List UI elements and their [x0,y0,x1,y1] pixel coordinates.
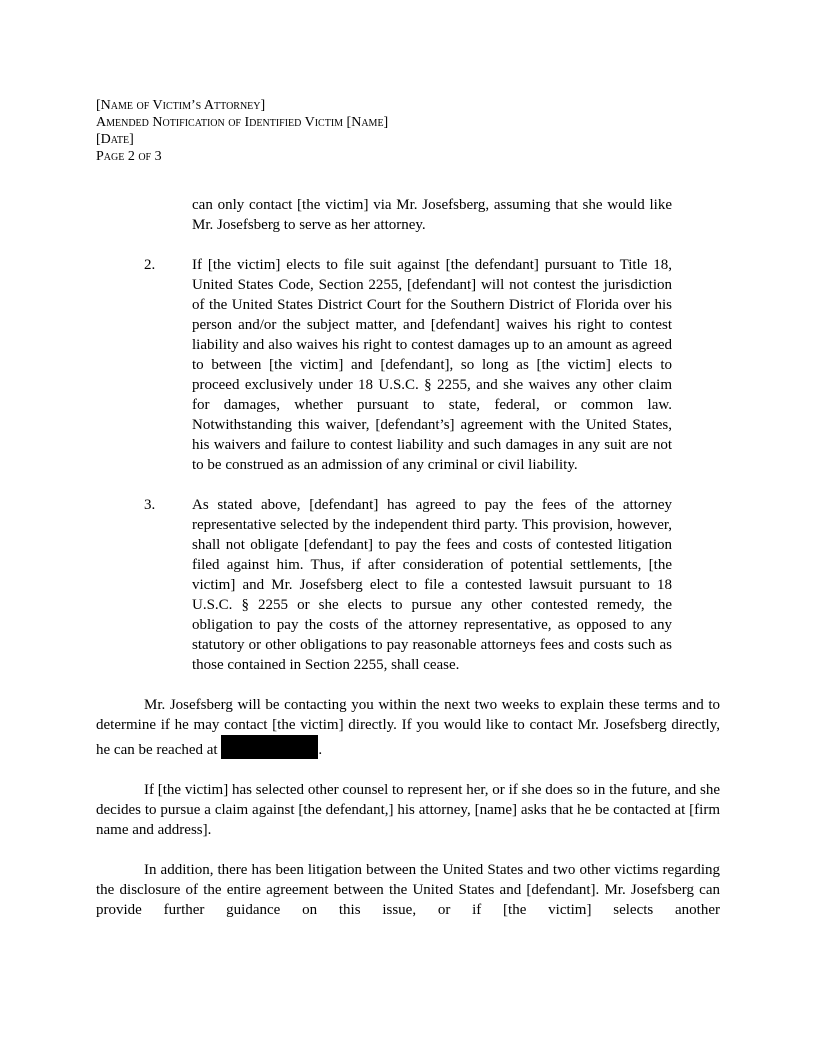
paragraph-3-number: 3. [144,497,156,513]
paragraph-continuation: can only contact [the victim] via Mr. Josefsberg, assuming that she would like Mr. Josefsberg to serve as her attorney. [192,197,672,233]
paragraph-contact [96,695,720,760]
paragraph-contact-text-before: Mr. Josefsberg will be contacting you within the next two weeks to explain these terms and to determine if he may contact [the victim] directly. If you would like to contact Mr. Josefsberg directly, he can be reached at [96,697,720,758]
paragraph-other-counsel: If [the victim] has selected other counsel to represent her, or if she does so in the future, and she decides to pursue a claim against [the defendant,] his attorney, [name] asks that he be contacted at [firm name and address]. [96,782,720,838]
paragraph-2-text: If [the victim] elects to file suit against [the defendant] pursuant to Title 18, United States Code, Section 2255, [defendant] will not contest the jurisdiction of the United States District Court for the Southern District of Florida over his person and/or the subject matter, and [defendant] waives his right to contest liability and also waives his right to contest damages up to an amount as agreed to between [the victim] and [defendant], so long as [the victim] elects to proceed exclusively under 18 U.S.C. § 2255, and she waives any other claim for damages, whether pursuant to state, federal, or common law. Notwithstanding this waiver, [defendant’s] agreement with the United States, his waivers and failure to contest liability and such damages in any suit are not to be construed as an admission of any criminal or civil liability. [192,257,672,473]
header-title-line: Amended Notification of Identified Victim [Name] [96,115,389,130]
document-header [96,97,720,165]
header-attorney-line: [Name of Victim’s Attorney] [96,98,266,113]
document-body [96,195,720,920]
header-page-number-line: Page 2 of 3 [96,149,162,164]
header-date-line: [Date] [96,132,134,147]
redaction-box [221,735,318,759]
paragraph-litigation: In addition, there has been litigation between the United States and two other victims regarding the disclosure of the entire agreement between the United States and [defendant]. Mr. Josefsberg can provide further guidance on this issue, or if [the victim] selects another [96,862,720,918]
paragraph-contact-text-after: . [318,742,323,758]
paragraph-2-number: 2. [144,257,156,273]
paragraph-3-text: As stated above, [defendant] has agreed to pay the fees of the attorney representative selected by the independent third party. This provision, however, shall not obligate [defendant] to pay the fees and costs of contested litigation filed against him. Thus, if after consideration of potential settlements, [the victim] and Mr. Josefsberg elect to file a contested lawsuit pursuant to 18 U.S.C. § 2255 or she elects to pursue any other contested remedy, the obligation to pay the costs of the attorney representative, as opposed to any statutory or other obligations to pay reasonable attorneys fees and costs such as those contained in Section 2255, shall cease. [192,497,672,673]
numbered-paragraph-2 [144,255,672,475]
numbered-paragraph-3 [144,495,672,675]
